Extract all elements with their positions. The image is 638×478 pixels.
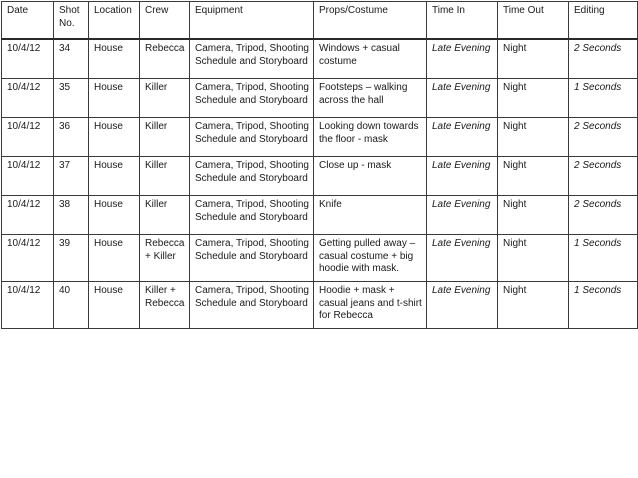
cell-time-in: Late Evening: [427, 282, 498, 329]
cell-time-in: Late Evening: [427, 157, 498, 196]
header-shot-no: Shot No.: [54, 2, 89, 40]
cell-props-costume: Footsteps – walking across the hall: [314, 79, 427, 118]
header-crew: Crew: [140, 2, 190, 40]
cell-time-in: Late Evening: [427, 118, 498, 157]
cell-location: House: [89, 118, 140, 157]
cell-editing: 2 Seconds: [569, 118, 638, 157]
cell-equipment: Camera, Tripod, Shooting Schedule and Storyboard: [190, 235, 314, 282]
cell-date: 10/4/12: [2, 79, 54, 118]
table-row: [2, 39, 638, 79]
shooting-schedule-table: [1, 1, 638, 329]
cell-shot-no: 40: [54, 282, 89, 329]
table-row: [2, 157, 638, 196]
cell-equipment: Camera, Tripod, Shooting Schedule and Storyboard: [190, 196, 314, 235]
cell-time-out: Night: [498, 235, 569, 282]
cell-date: 10/4/12: [2, 39, 54, 79]
header-equipment: Equipment: [190, 2, 314, 40]
table-row: [2, 235, 638, 282]
cell-time-out: Night: [498, 282, 569, 329]
header-location: Location: [89, 2, 140, 40]
cell-date: 10/4/12: [2, 157, 54, 196]
cell-shot-no: 38: [54, 196, 89, 235]
cell-time-in: Late Evening: [427, 79, 498, 118]
cell-editing: 2 Seconds: [569, 196, 638, 235]
cell-equipment: Camera, Tripod, Shooting Schedule and Storyboard: [190, 282, 314, 329]
cell-props-costume: Knife: [314, 196, 427, 235]
cell-shot-no: 39: [54, 235, 89, 282]
cell-editing: 1 Seconds: [569, 282, 638, 329]
shooting-schedule-sheet: [1, 1, 637, 477]
cell-time-out: Night: [498, 196, 569, 235]
table-row: [2, 282, 638, 329]
cell-time-in: Late Evening: [427, 235, 498, 282]
cell-crew: Rebecca: [140, 39, 190, 79]
cell-editing: 2 Seconds: [569, 39, 638, 79]
cell-time-in: Late Evening: [427, 39, 498, 79]
cell-shot-no: 37: [54, 157, 89, 196]
cell-location: House: [89, 157, 140, 196]
cell-crew: Rebecca + Killer: [140, 235, 190, 282]
cell-time-out: Night: [498, 118, 569, 157]
header-editing: Editing: [569, 2, 638, 40]
cell-shot-no: 34: [54, 39, 89, 79]
cell-props-costume: Windows + casual costume: [314, 39, 427, 79]
cell-equipment: Camera, Tripod, Shooting Schedule and Storyboard: [190, 79, 314, 118]
cell-props-costume: Hoodie + mask + casual jeans and t-shirt for Rebecca: [314, 282, 427, 329]
cell-date: 10/4/12: [2, 196, 54, 235]
cell-props-costume: Close up - mask: [314, 157, 427, 196]
cell-location: House: [89, 39, 140, 79]
cell-date: 10/4/12: [2, 235, 54, 282]
header-props-costume: Props/Costume: [314, 2, 427, 40]
cell-crew: Killer + Rebecca: [140, 282, 190, 329]
cell-location: House: [89, 79, 140, 118]
table-row: [2, 196, 638, 235]
cell-equipment: Camera, Tripod, Shooting Schedule and Storyboard: [190, 118, 314, 157]
cell-props-costume: Looking down towards the floor - mask: [314, 118, 427, 157]
cell-location: House: [89, 196, 140, 235]
cell-location: House: [89, 282, 140, 329]
cell-time-out: Night: [498, 79, 569, 118]
cell-crew: Killer: [140, 79, 190, 118]
header-time-out: Time Out: [498, 2, 569, 40]
cell-shot-no: 36: [54, 118, 89, 157]
cell-date: 10/4/12: [2, 118, 54, 157]
cell-crew: Killer: [140, 118, 190, 157]
header-date: Date: [2, 2, 54, 40]
table-row: [2, 118, 638, 157]
table-row: [2, 79, 638, 118]
cell-equipment: Camera, Tripod, Shooting Schedule and Storyboard: [190, 157, 314, 196]
header-row: [2, 2, 638, 40]
cell-editing: 1 Seconds: [569, 235, 638, 282]
cell-crew: Killer: [140, 157, 190, 196]
cell-props-costume: Getting pulled away – casual costume + big hoodie with mask.: [314, 235, 427, 282]
cell-editing: 2 Seconds: [569, 157, 638, 196]
cell-time-out: Night: [498, 39, 569, 79]
cell-editing: 1 Seconds: [569, 79, 638, 118]
cell-time-in: Late Evening: [427, 196, 498, 235]
cell-equipment: Camera, Tripod, Shooting Schedule and Storyboard: [190, 39, 314, 79]
cell-shot-no: 35: [54, 79, 89, 118]
cell-crew: Killer: [140, 196, 190, 235]
cell-location: House: [89, 235, 140, 282]
cell-time-out: Night: [498, 157, 569, 196]
header-time-in: Time In: [427, 2, 498, 40]
cell-date: 10/4/12: [2, 282, 54, 329]
